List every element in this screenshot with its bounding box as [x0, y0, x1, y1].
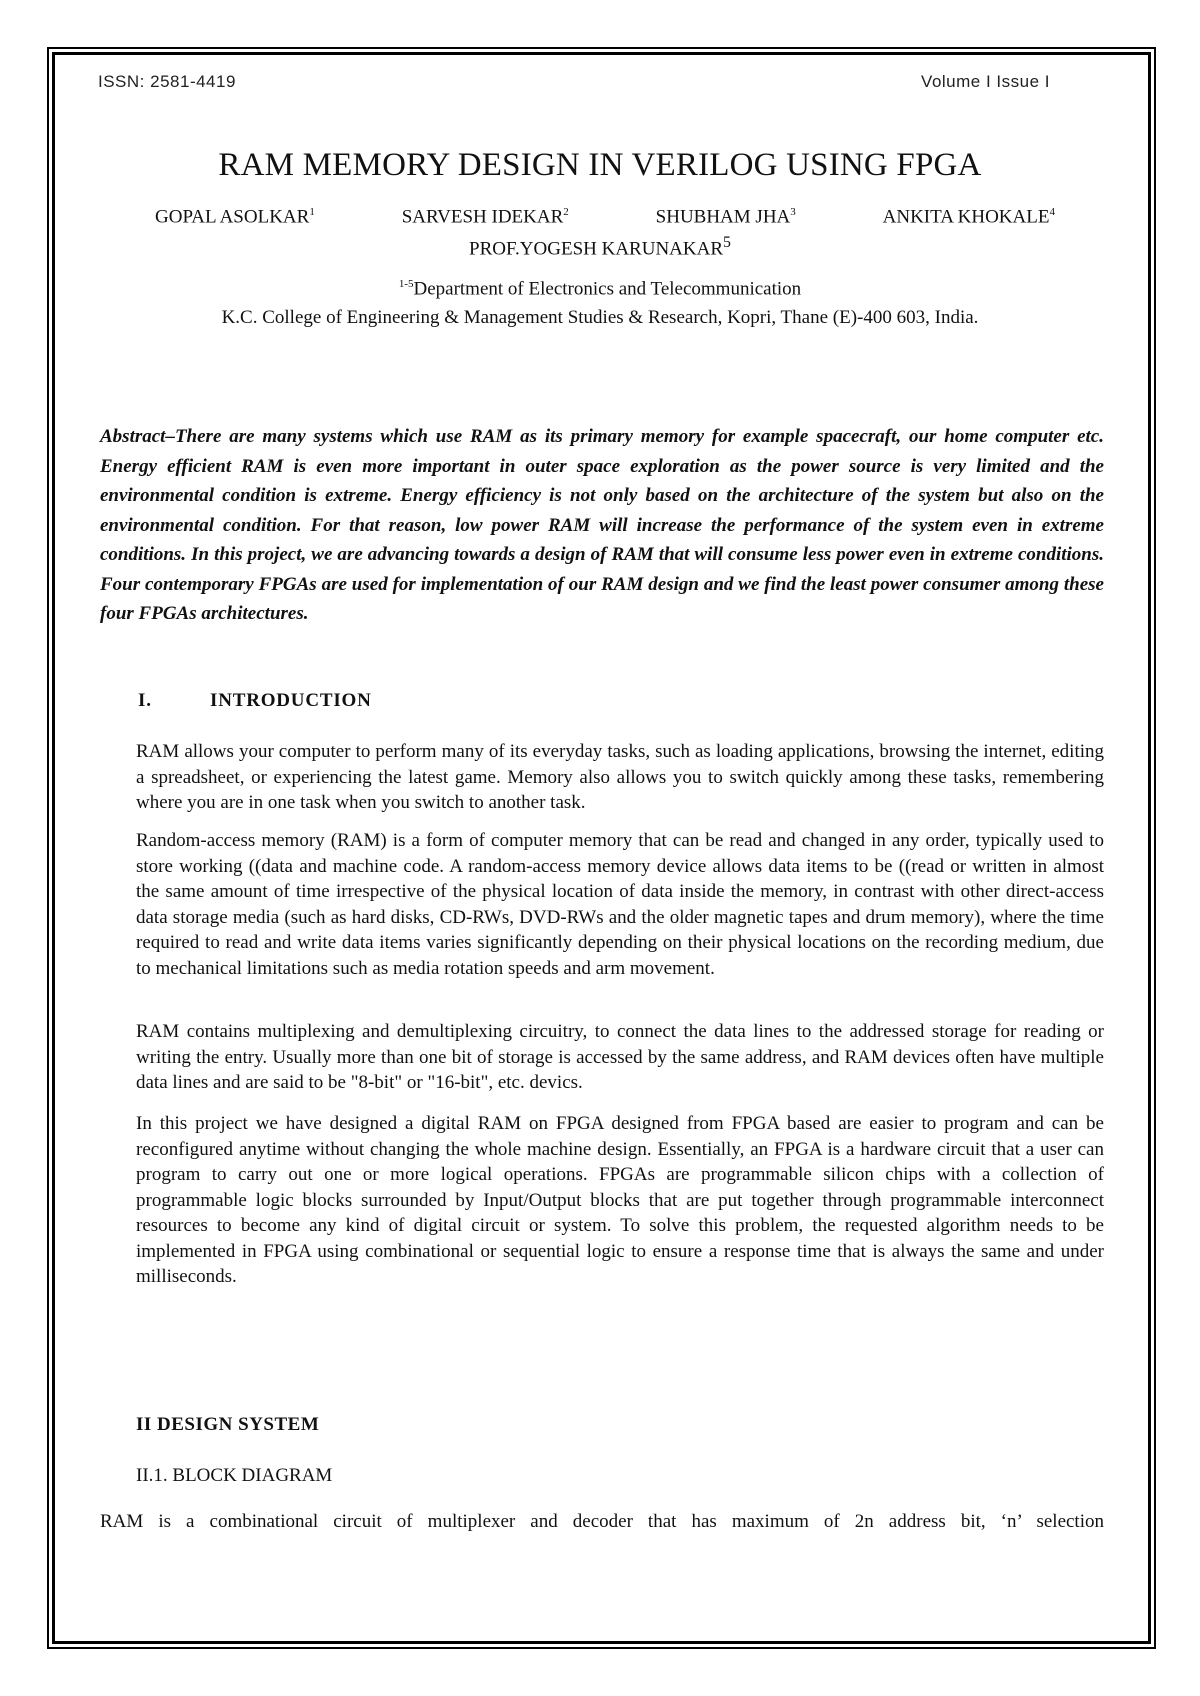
intro-paragraph-4: In this project we have designed a digital RAM on FPGA designed from FPGA based are easier to program and can be reconfigured anytime without changing the whole machine design. Essentially, an FPGA is a hardware circuit that a user can program to carry out one or more logical operations. FPGAs are programmable silicon chips with a collection of programmable logic blocks surrounded by Input/Output blocks that are put together through programmable interconnect resources to become any kind of digital circuit or system. To solve this problem, the requested algorithm needs to be implemented in FPGA using combinational or sequential logic to ensure a response time that is always the same and under milliseconds. [136, 1113, 1104, 1287]
author-3: SHUBHAM JHA$^3$ [655, 206, 796, 228]
author-4: ANKITA KHOKALE$^4$ [882, 206, 1055, 228]
design-system-text: RAM is a combinational circuit of multiplexer and decoder that has maximum of 2n address bit, ‘n’ selection [100, 1511, 1104, 1532]
affiliation-department: $^{1-5}$Department of Electronics and Telecommunication [398, 278, 802, 300]
intro-paragraph-2: Random-access memory (RAM) is a form of computer memory that can be read and changed in any order, typically used to store working ((data and machine code. A random-access memory device allows data items to be ((read or written in almost the same amount of time irrespective of the physical location of data inside the memory, in contrast with other direct-access data storage media (such as hard disks, CD-RWs, DVD-RWs and the older magnetic tapes and drum memory), where the time required to read and write data items varies significantly depending on their physical locations on the recording medium, due to mechanical limitations such as media rotation speeds and arm movement. [136, 830, 1104, 979]
author-1: GOPAL ASOLKAR$^1$ [155, 206, 315, 228]
author-list [155, 206, 1055, 228]
abstract-text: Abstract–There are many systems which use RAM as its primary memory for example spacecraft, our home computer etc. Energy efficient RAM is even more important in outer space exploration as the power source is very limited and the environmental condition is extreme. Energy efficiency is not only based on the architecture of the system but also on the environmental condition. For that reason, low power RAM will increase the performance of the system even in extreme conditions. In this project, we are advancing towards a design of RAM that will consume less power even in extreme conditions. Four contemporary FPGAs are used for implementation of our RAM design and we find the least power consumer among these four FPGAs architectures. [100, 426, 1104, 624]
author-5: PROF.YOGESH KARUNAKAR$^5$ [469, 234, 731, 260]
section-heading-design-system: II DESIGN SYSTEM [136, 1414, 320, 1435]
affiliation-college: K.C. College of Engineering & Management Studies & Research, Kopri, Thane (E)-400 603, India. [221, 307, 979, 328]
volume-header: Volume I Issue I [921, 72, 1050, 91]
intro-paragraph-1: RAM allows your computer to perform many of its everyday tasks, such as loading applications, browsing the internet, editing a spreadsheet, or experiencing the latest game. Memory also allows you to switch quickly among these tasks, remembering where you are in one task when you switch to another task. [136, 741, 1104, 813]
intro-paragraph-3: RAM contains multiplexing and demultiplexing circuitry, to connect the data lines to the addressed storage for reading or writing the entry. Usually more than one bit of storage is accessed by the same address, and RAM devices often have multiple data lines and are said to be "8-bit" or "16-bit", etc. devics. [136, 1021, 1104, 1093]
section-heading-introduction: I. INTRODUCTION [138, 690, 372, 711]
author-2: SARVESH IDEKAR$^2$ [401, 206, 569, 228]
subsection-heading-block-diagram: II.1. BLOCK DIAGRAM [136, 1465, 333, 1486]
issn-header: ISSN: 2581-4419 [98, 72, 236, 91]
paper-title: RAM MEMORY DESIGN IN VERILOG USING FPGA [218, 147, 982, 183]
